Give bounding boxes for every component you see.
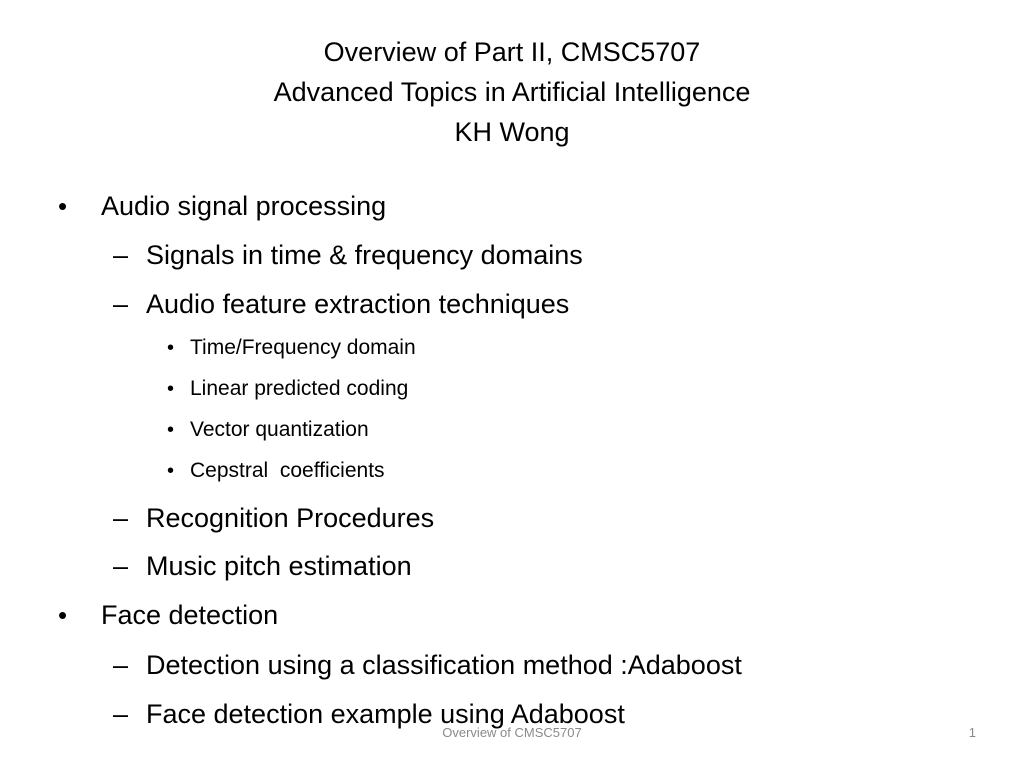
bullet-marker: •: [58, 600, 68, 630]
title-line-author: KH Wong: [454, 117, 570, 147]
slide-footer: Overview of CMSC5707: [442, 725, 582, 740]
bullet-text: Audio signal processing: [101, 191, 387, 221]
bullet-marker: •: [58, 191, 68, 221]
sub-bullet-text: Face detection example using Adaboost: [146, 699, 625, 729]
dash-marker: –: [113, 289, 129, 319]
sub-bullet-text: Detection using a classification method :Adaboost: [146, 650, 742, 680]
bullet-marker: •: [167, 378, 175, 400]
bullet-marker: •: [167, 337, 175, 359]
sub-sub-bullet-text: Linear predicted coding: [190, 377, 409, 400]
bullet-marker: •: [167, 460, 175, 482]
dash-marker: –: [113, 699, 129, 729]
sub-bullet-text: Audio feature extraction techniques: [146, 289, 570, 319]
sub-sub-bullet-text: Cepstral coefficients: [190, 459, 385, 482]
sub-sub-bullet-text: Vector quantization: [190, 418, 369, 441]
dash-marker: –: [113, 240, 129, 270]
dash-marker: –: [113, 551, 129, 581]
sub-bullet-text: Signals in time & frequency domains: [146, 240, 583, 270]
sub-bullet-text: Music pitch estimation: [146, 551, 412, 581]
bullet-marker: •: [167, 419, 175, 441]
slide-page-number: 1: [968, 725, 976, 740]
sub-sub-bullet-text: Time/Frequency domain: [190, 336, 416, 359]
title-line-course: Overview of Part II, CMSC5707: [323, 37, 701, 67]
bullet-text: Face detection: [101, 600, 279, 630]
dash-marker: –: [113, 503, 129, 533]
title-line-subject: Advanced Topics in Artificial Intelligence: [273, 77, 751, 107]
sub-bullet-text: Recognition Procedures: [146, 503, 435, 533]
dash-marker: –: [113, 650, 129, 680]
